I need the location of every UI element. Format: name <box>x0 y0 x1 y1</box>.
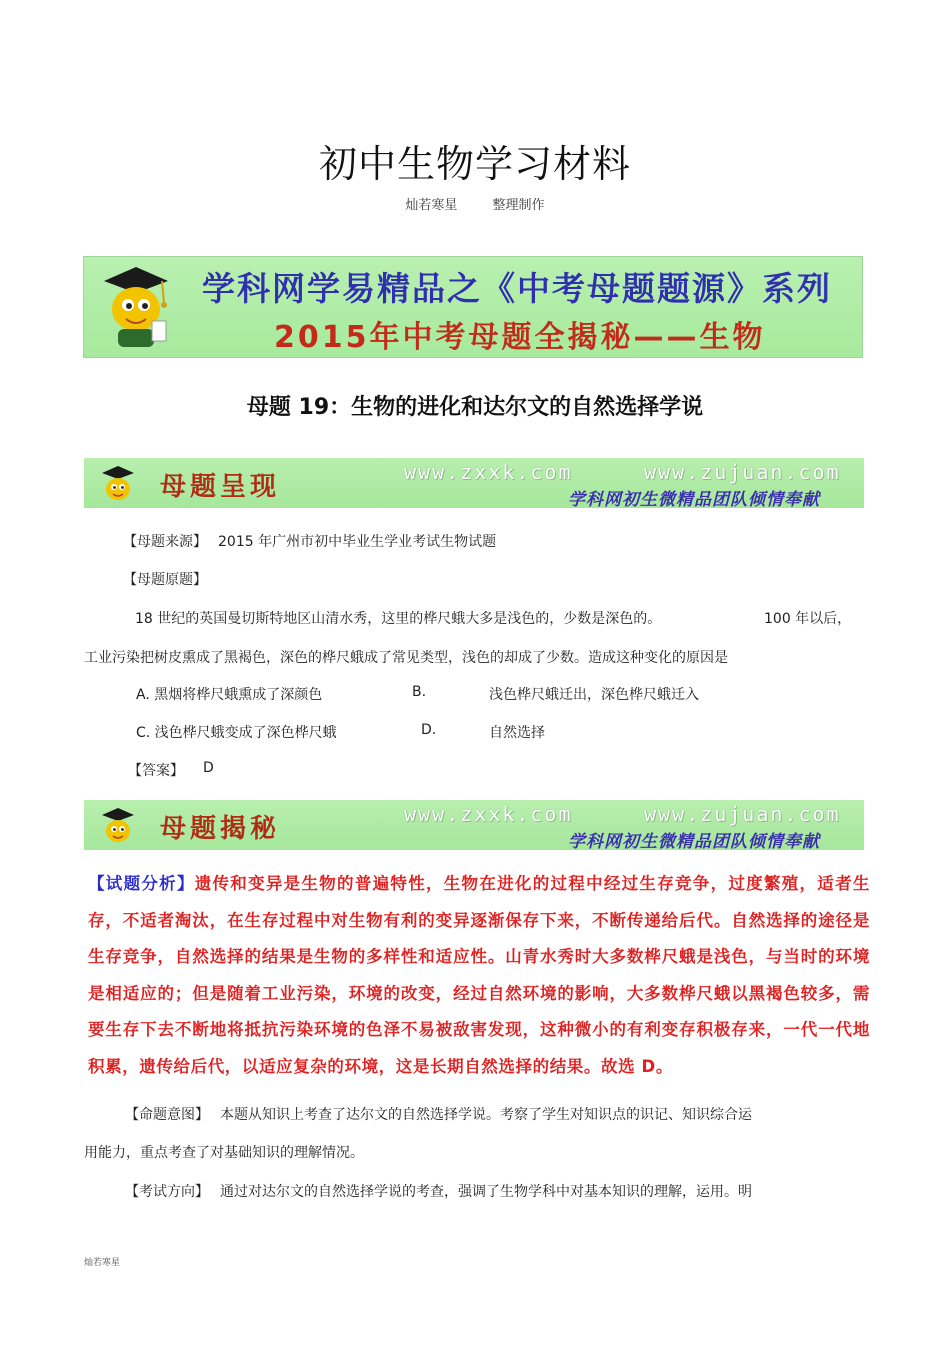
intent-line-2: 用能力，重点考查了对基础知识的理解情况。 <box>84 1145 364 1161</box>
direction-label: 【考试方向】 <box>125 1184 209 1200</box>
source-label: 【母题来源】 <box>123 534 207 550</box>
option-c: C. 浅色桦尺蛾变成了深色桦尺蛾 <box>136 725 337 741</box>
answer-value: D <box>203 760 214 776</box>
option-d-letter: D. <box>421 722 437 738</box>
section-label: 母题呈现 <box>160 472 281 502</box>
section-header-reveal <box>84 800 864 850</box>
section-credit: 学科网初生微精品团队倾情奉献 <box>568 490 820 510</box>
document-author: 灿若寒星 整理制作 <box>405 198 545 213</box>
analysis-block <box>88 866 870 1088</box>
banner-subject-title: 2015年中考母题全揭秘——生物 <box>274 320 766 355</box>
intent-label: 【命题意图】 <box>125 1107 209 1123</box>
direction-text: 通过对达尔文的自然选择学说的考查，强调了生物学科中对基本知识的理解，运用。明 <box>220 1184 752 1200</box>
section-url-zujuan: www.zujuan.com <box>644 460 841 484</box>
question-line-2: 工业污染把树皮熏成了黑褐色，深色的桦尺蛾成了常见类型，浅色的却成了少数。造成这种变化的原因是 <box>84 650 728 666</box>
answer-label: 【答案】 <box>128 763 184 779</box>
analysis-body: 遗传和变异是生物的普遍特性，生物在进化的过程中经过生存竞争，过度繁殖，适者生存，不适者淘汰，在生存过程中对生物有利的变异逐渐保存下来，不断传递给后代。自然选择的途径是生存竞争，自然选择的结果是生物的多样性和适应性。山青水秀时大多数桦尺蛾是浅色，与当时的环境是相适应的；但是随着工业污染，环境的改变，经过自然环境的影响，大多数桦尺蛾以黑褐色较多，需要生存下去不断地将抵抗污染环境的色泽不易被敌害发现，这种微小的有利变存积极存来，一代一代地积累，遗传给后代，以适应复杂的环境，这是长期自然选择的结果。故选 D。 <box>88 874 870 1076</box>
question-line-1-tail: 100 年以后， <box>764 611 852 627</box>
question-line-1: 18 世纪的英国曼切斯特地区山清水秀，这里的桦尺蛾大多是浅色的，少数是深色的。 <box>135 611 662 627</box>
analysis-tag: 【试题分析】 <box>88 874 195 893</box>
graduate-mascot-icon <box>98 805 140 847</box>
graduate-mascot-icon <box>96 263 174 351</box>
option-b-text: 浅色桦尺蛾迁出，深色桦尺蛾迁入 <box>489 687 699 703</box>
analysis-paragraph <box>88 866 870 1085</box>
section-url-zujuan: www.zujuan.com <box>644 802 841 826</box>
graduate-mascot-icon <box>98 463 140 505</box>
page-footer: 灿若寒星 <box>84 1258 121 1268</box>
source-text: 2015 年广州市初中毕业生学业考试生物试题 <box>218 534 497 550</box>
option-a: A. 黑烟将桦尺蛾熏成了深颜色 <box>136 687 323 703</box>
document-title: 初中生物学习材料 <box>318 142 631 186</box>
option-b-letter: B. <box>412 684 427 700</box>
original-label: 【母题原题】 <box>123 572 207 588</box>
option-d-text: 自然选择 <box>489 725 545 741</box>
intent-line-1: 本题从知识上考查了达尔文的自然选择学说。考察了学生对知识点的识记、知识综合运 <box>220 1107 752 1123</box>
banner-series-title: 学科网学易精品之《中考母题题源》系列 <box>202 269 832 308</box>
section-credit: 学科网初生微精品团队倾情奉献 <box>568 832 820 852</box>
topic-heading: 母题 19：生物的进化和达尔文的自然选择学说 <box>246 395 704 420</box>
series-banner <box>83 256 863 358</box>
section-url-zxxk: www.zxxk.com <box>404 460 573 484</box>
section-url-zxxk: www.zxxk.com <box>404 802 573 826</box>
section-header-presentation <box>84 458 864 508</box>
section-label: 母题揭秘 <box>160 814 281 844</box>
